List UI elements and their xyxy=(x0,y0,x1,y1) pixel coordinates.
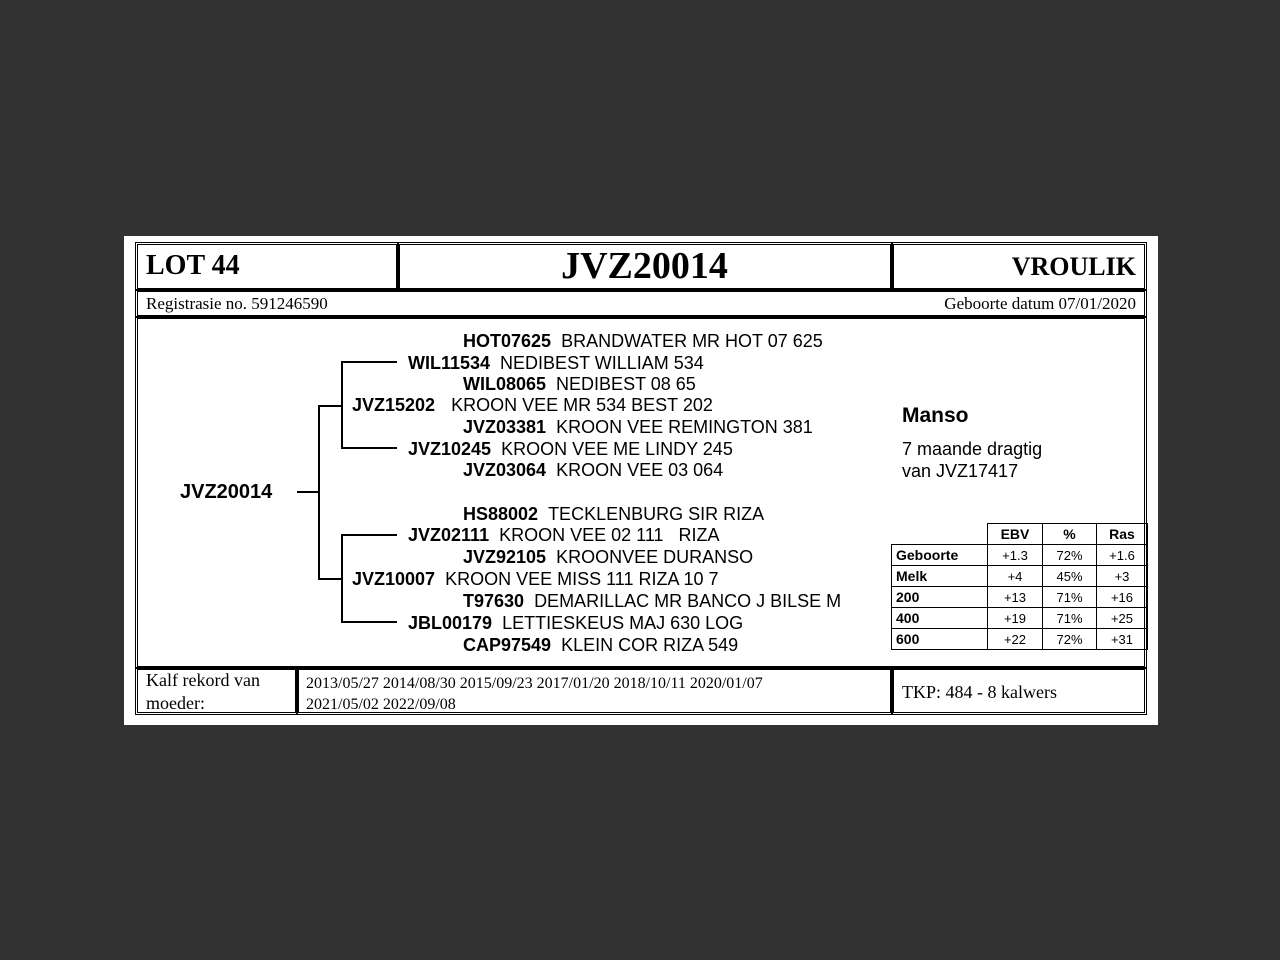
pedigree-dam-sire: JVZ02111 KROON VEE 02 111 RIZA xyxy=(408,525,720,545)
ebv-row-label: 400 xyxy=(892,608,988,629)
sire-vertical xyxy=(341,361,343,449)
pedigree-sire: JVZ15202 KROON VEE MR 534 BEST 202 xyxy=(352,395,713,415)
ebv-value: +13 xyxy=(988,587,1043,608)
dam-sire-connector xyxy=(341,534,397,536)
tkp-summary: TKP: 484 - 8 kalwers xyxy=(902,682,1057,702)
calf-dates-line-1: 2013/05/27 2014/08/30 2015/09/23 2017/01/20 2018/10/11 2020/01/07 xyxy=(306,675,763,692)
pedigree-dam: JVZ10007 KROON VEE MISS 111 RIZA 10 7 xyxy=(352,569,719,589)
dam-vertical xyxy=(341,534,343,622)
calf-record-label-1: Kalf rekord van xyxy=(146,670,260,690)
ebv-percent: 72% xyxy=(1043,629,1097,650)
ebv-row xyxy=(892,608,1148,629)
pedigree-dam-sire-dam: JVZ92105 KROONVEE DURANSO xyxy=(463,547,754,567)
pedigree-dam-dam-dam: CAP97549 KLEIN COR RIZA 549 xyxy=(463,635,739,655)
status-line-1: 7 maande dragtig xyxy=(902,439,1043,459)
ebv-corner-cell xyxy=(892,524,988,545)
pedigree-sire-sire-sire: HOT07625 BRANDWATER MR HOT 07 625 xyxy=(463,331,823,351)
subject-id: JVZ20014 xyxy=(180,481,273,503)
dam-connector xyxy=(318,578,342,580)
ebv-row-label: Melk xyxy=(892,566,988,587)
ebv-percent: 71% xyxy=(1043,608,1097,629)
ras-col-header: Ras xyxy=(1097,524,1148,545)
ebv-row-label: 600 xyxy=(892,629,988,650)
ebv-percent: 72% xyxy=(1043,545,1097,566)
ebv-col-header: EBV xyxy=(988,524,1043,545)
subject-connector xyxy=(297,491,319,493)
ebv-value: +1.3 xyxy=(988,545,1043,566)
pedigree-dam-sire-sire: HS88002 TECKLENBURG SIR RIZA xyxy=(463,504,765,524)
ebv-ras: +1.6 xyxy=(1097,545,1148,566)
ebv-row xyxy=(892,545,1148,566)
ebv-row xyxy=(892,629,1148,650)
animal-id-title: JVZ20014 xyxy=(561,245,728,287)
pedigree-sire-sire: WIL11534 NEDIBEST WILLIAM 534 xyxy=(408,353,704,373)
ebv-value: +19 xyxy=(988,608,1043,629)
status-title: Manso xyxy=(902,404,969,427)
ebv-header-row xyxy=(892,524,1148,545)
pct-col-header: % xyxy=(1043,524,1097,545)
pedigree-dam-dam-sire: T97630 DEMARILLAC MR BANCO J BILSE M xyxy=(463,591,842,611)
dam-dam-connector xyxy=(341,621,397,623)
pedigree-sire-sire-dam: WIL08065 NEDIBEST 08 65 xyxy=(463,374,696,394)
ebv-value: +4 xyxy=(988,566,1043,587)
ebv-ras: +16 xyxy=(1097,587,1148,608)
pedigree-sire-dam-sire: JVZ03381 KROON VEE REMINGTON 381 xyxy=(463,417,813,437)
pedigree-dam-dam: JBL00179 LETTIESKEUS MAJ 630 LOG xyxy=(408,613,744,633)
main-vertical xyxy=(318,405,320,580)
ebv-ras: +25 xyxy=(1097,608,1148,629)
calf-record-label-2: moeder: xyxy=(146,693,205,713)
pedigree-sire-dam: JVZ10245 KROON VEE ME LINDY 245 xyxy=(408,439,733,459)
registration-number: Registrasie no. 591246590 xyxy=(146,294,328,313)
ebv-row-label: 200 xyxy=(892,587,988,608)
ebv-table xyxy=(891,523,1148,650)
ebv-value: +22 xyxy=(988,629,1043,650)
status-line-2: van JVZ17417 xyxy=(902,461,1019,481)
ebv-row-label: Geboorte xyxy=(892,545,988,566)
ebv-ras: +3 xyxy=(1097,566,1148,587)
sex-label: VROULIK xyxy=(1011,252,1136,281)
ebv-row xyxy=(892,587,1148,608)
sire-connector xyxy=(318,405,342,407)
lot-number: LOT 44 xyxy=(146,250,240,281)
pedigree-sire-dam-dam: JVZ03064 KROON VEE 03 064 xyxy=(463,460,724,480)
ebv-row xyxy=(892,566,1148,587)
calf-dates-line-2: 2021/05/02 2022/09/08 xyxy=(306,696,456,713)
sire-dam-connector xyxy=(341,447,397,449)
birth-date: Geboorte datum 07/01/2020 xyxy=(944,294,1136,313)
ebv-percent: 71% xyxy=(1043,587,1097,608)
ebv-percent: 45% xyxy=(1043,566,1097,587)
calf-dates xyxy=(306,673,866,715)
ebv-ras: +31 xyxy=(1097,629,1148,650)
sire-sire-connector xyxy=(341,361,397,363)
